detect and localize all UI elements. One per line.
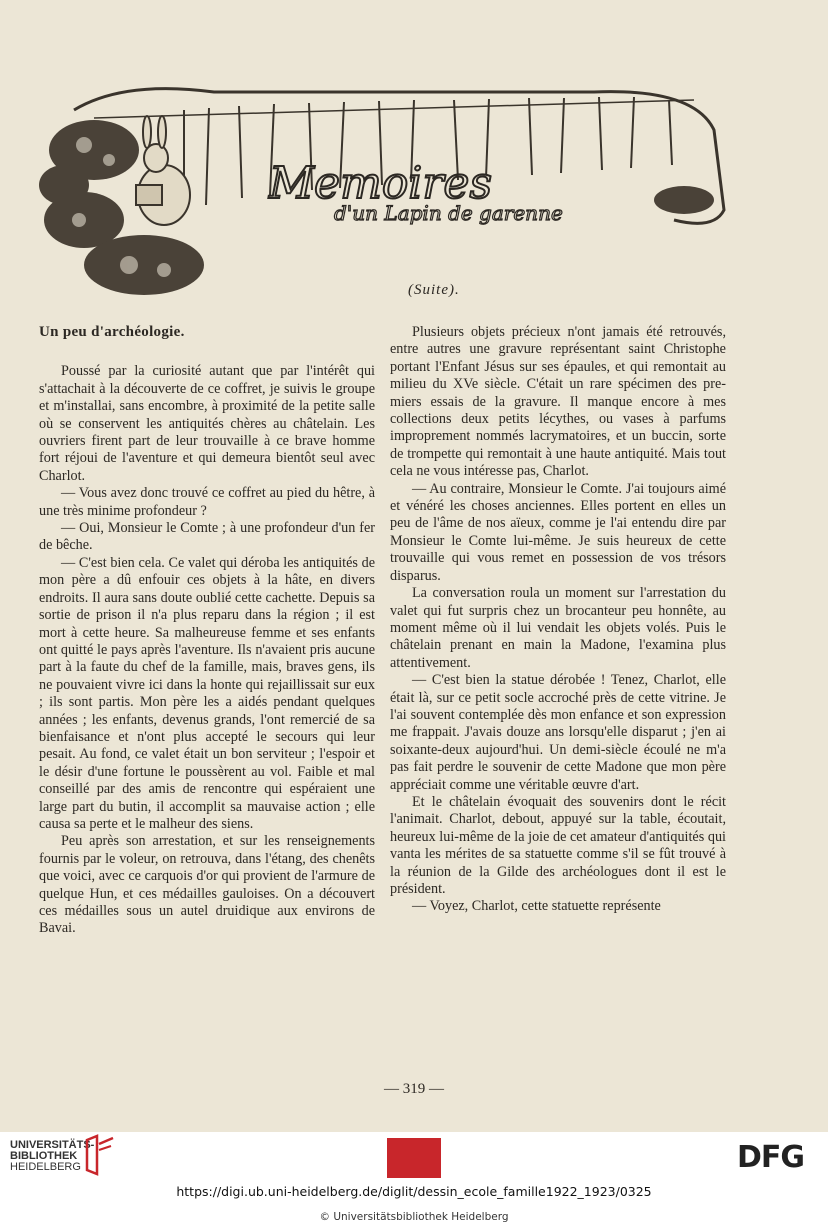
page-number: — 319 —: [384, 1081, 444, 1097]
continuation-note: (Suite).: [408, 282, 460, 298]
paragraph: Et le châtelain évoquait des souvenirs dont le récit l'animait. Charlot, debout, appuyé sur la table, écoutait, heureux lui-même de la joie de cet amateur d'antiquités qui vanta les mérites de sa statuette comme s'il se fût trouvé à la réunion de la Gilde des archéologues dont il est le président.: [390, 793, 726, 897]
paragraph: Poussé par la curiosité autant que par l'intérêt qui s'attachait à la découverte de ce coffret, je suivis le groupe et m'installai, sans encombre, à proximité de la petite salle où se conservent les antiquités chères au châtelain. Les ouvriers firent part de leur trouvaille à ce brave homme fort réjoui de l'aventure et qui demeura bientôt seul avec Charlot.: [39, 363, 375, 484]
section-heading: Un peu d'archéologie.: [39, 324, 185, 340]
library-name-line: BIBLIOTHEK: [10, 1150, 78, 1162]
paragraph: — Oui, Monsieur le Comte ; à une profondeur d'un fer de bêche.: [39, 520, 375, 554]
library-logo[interactable]: [10, 1140, 94, 1173]
paragraph: Plusieurs objets précieux n'ont jamais été retrouvés, entre autres une gravure représentant saint Christophe portant l'Enfant Jésus sur ses épaules, et qui remontait au milieu du XVe siècle. C'était un rare spécimen des premiers essais de la gravure. Il manque encore à mes collections deux petits lécythes, ou vases à parfums improprement nommés lacrymatoires, et un buccin, sorte de trompette qui remontait à une haute antiquité. Mais tout cela ne vous intéresse pas, Charlot.: [390, 324, 726, 480]
paragraph: La conversation roula un moment sur l'arrestation du valet qui fut surpris chez un brocanteur peu honnête, au moment même où il lui vendait les objets volés. Puis le châtelain prenant en main la Madone, l'examina plus attentivement.: [390, 585, 726, 671]
paragraph: — Vous avez donc trouvé ce coffret au pied du hêtre, à une très minime profondeur ?: [39, 485, 375, 519]
library-name-line: UNIVERSITÄTS-: [10, 1139, 95, 1151]
library-mark-icon: [83, 1134, 117, 1178]
header-illustration: [34, 70, 750, 310]
library-name-line: HEIDELBERG: [10, 1161, 81, 1173]
header-subtitle: d'un Lapin de garenne: [334, 201, 563, 225]
viewer-footer: [0, 1132, 828, 1231]
right-column: [390, 324, 726, 916]
episteme-logo-icon[interactable]: [387, 1138, 441, 1178]
copyright: © Universitätsbibliothek Heidelberg: [319, 1211, 509, 1223]
paragraph: — C'est bien la statue dérobée ! Tenez, Charlot, elle était là, sur ce petit socle accroché près de cette vitrine. Je l'ai souvent contemplée dès mon enfance et son expression me frappait. J'avais douze ans lorsqu'elle disparut ; j'en ai soixante-deux aujourd'hui. Un demi-siècle écoulé ne m'a pas fait perdre le souvenir de cette Madone que mon père appréciait comme une véritable œuvre d'art.: [390, 672, 726, 793]
left-column: [39, 324, 375, 938]
paragraph: Peu après son arrestation, et sur les renseignements fournis par le voleur, on retrouva, dans l'étang, des chenêts que voici, avec ce carquois d'or qui provient de l'armure de quelque Hun, et ces médailles gauloises. On a découvert ces médailles sous un autel druidique aux environs de Bavai.: [39, 833, 375, 937]
permalink[interactable]: https://digi.ub.uni-heidelberg.de/diglit/dessin_ecole_famille1922_1923/0325: [176, 1184, 652, 1199]
dfg-logo[interactable]: DFG: [737, 1140, 805, 1175]
paragraph: — C'est bien cela. Ce valet qui déroba les antiquités de mon père a dû enfouir ces objets à la hâte, en divers endroits. Il aura sans doute oublié cette cachette. Depuis sa sortie de prison il n'a plus reparu dans la région ; il est mort à cette heure. Sa malheureuse femme et ses enfants ont quitté le pays après l'aventure. Ils n'avaient pris aucune part à la faute du chef de la famille, mais, braves gens, ils ne pouvaient vivre ici dans la honte qui rejaillissait sur eux ; ils sont partis. Mon père les a aidés pendant quelques années ; les enfants, devenus grands, l'ont remercié de sa bienfaisance et n'ont plus accepté le secours qui leur pesait. Au fond, ce valet était un bon serviteur ; l'espoir et le désir d'une fortune le poussèrent au vol. Faible et mal conseillé par des amis de rencontre qui espéraient une large part du butin, il accomplit sa mauvaise action ; elle causa sa perte et le malheur des siens.: [39, 554, 375, 832]
paragraph: — Voyez, Charlot, cette statuette représente: [412, 898, 661, 915]
paragraph: — Au contraire, Monsieur le Comte. J'ai toujours aimé et vénéré les choses anciennes. Elles portent en elles un peu de l'âme de nos aïeux, comme je l'ai entendu dire par Monsieur le Comte lui-même. Je suis heureux de cette trouvaille qui vous remet en possession de vos trésors disparus.: [390, 480, 726, 584]
header-title: Memoires: [269, 158, 493, 209]
